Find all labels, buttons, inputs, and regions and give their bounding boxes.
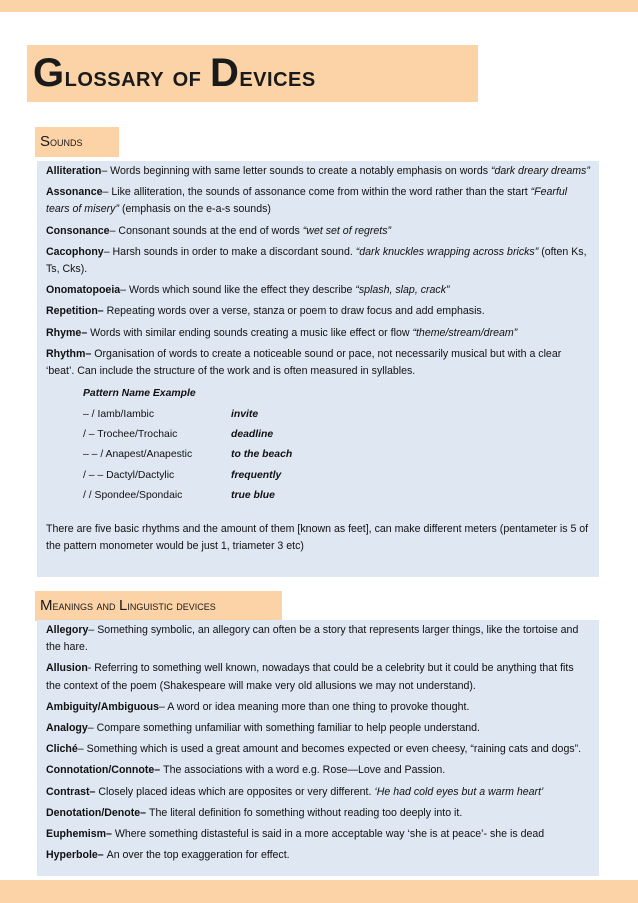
glossary-term: Rhythm– [46,347,95,360]
definition-text: Words with similar ending sounds creating a music like effect or flow [90,326,413,339]
example-quote: “dark knuckles wrapping across bricks” [355,245,539,258]
example-quote: “splash, slap, crack” [355,284,450,297]
glossary-entry [46,720,591,737]
glossary-term: Repetition– [46,305,107,318]
glossary-term: Hyperbole– [46,849,107,862]
glossary-entry [46,660,591,694]
glossary-entry [46,282,591,299]
page-title: Glossary of Devices [33,51,316,95]
definition-text: Something symbolic, an allegory can often be a story that represents larger things, like the tortoise and the hare. [46,624,579,654]
rhythm-example: true blue [231,490,275,502]
example-quote: “wet set of regrets” [302,224,392,237]
rhythm-pattern: – / Iamb/Iambic [83,408,155,420]
sounds-panel [37,161,599,577]
bottom-accent-bar [0,880,638,903]
rhythm-row [83,405,591,425]
rhythm-table-header: Pattern Name Example [83,388,196,400]
definition-text: Words beginning with same letter sounds to create a notably emphasis on words [110,165,491,177]
definition-text: Like alliteration, the sounds of assonance come from within the word rather than the start [111,186,531,199]
rhythm-example: invite [231,408,259,420]
meanings-panel [37,620,599,876]
definition-suffix: (often Ks, Ts, Cks). [46,245,587,276]
rhythm-row [83,425,591,445]
glossary-term: Rhyme– [46,326,91,339]
definition-text: Where something distasteful is said in a more acceptable way ‘she is at peace’- she is dead [114,828,545,841]
rhythm-pattern: / / Spondee/Spondaic [83,490,183,502]
glossary-term: Alliteration [46,165,102,177]
glossary-entry [46,184,591,218]
glossary-term: Contrast– [46,785,99,798]
term-separator: – [103,245,113,258]
rhythm-pattern: – – / Anapest/Anapestic [83,449,193,461]
rhythm-table-rows [83,405,591,507]
definition-text: Harsh sounds in order to make a discordant sound. [112,245,356,258]
glossary-entry [46,699,591,716]
glossary-entry [46,762,591,779]
glossary-entry [46,244,591,278]
term-separator: – [159,700,168,713]
glossary-entry [46,303,591,320]
glossary-term: Euphemism– [46,828,115,841]
definition-text: The associations with a word e.g. Rose—Love and Passion. [163,764,446,777]
definition-text: The literal definition fo something without reading too deeply into it. [149,806,463,819]
rhythm-example: deadline [231,429,274,441]
glossary-term: Cliché [46,743,78,756]
term-separator: – [109,224,119,237]
glossary-term: Onomatopoeia [46,284,121,297]
glossary-entry [46,847,591,864]
glossary-entry [46,346,591,380]
term-separator: – [88,624,98,636]
glossary-entry [46,805,591,822]
meanings-entry-list [46,622,591,864]
page-title-block [27,45,316,102]
definition-text: Organisation of words to create a noticeable sound or pace, not necessarily musical but with a clear ‘beat’. Can include the structure of the work and is often measured in syllables. [46,347,562,378]
rhythm-example: frequently [231,469,282,481]
glossary-term: Connotation/Connote– [46,764,164,777]
glossary-term: Assonance [46,186,103,199]
term-separator: – [102,186,112,199]
glossary-term: Analogy [46,722,88,735]
glossary-term: Cacophony [46,245,104,258]
top-accent-bar [0,0,638,12]
term-separator: – [120,284,130,297]
definition-text: Compare something unfamiliar with something familiar to help people understand. [96,722,480,735]
rhythm-row [83,445,591,465]
definition-text: Referring to something well known, nowadays that could be a celebrity but it could be anything that fits the context of the poem (Shakespeare will make very old allusions we may not understand). [46,662,574,692]
definition-text: Closely placed ideas which are opposites or very different. [98,785,375,798]
section-heading-sounds: Sounds [35,127,119,157]
example-quote: ‘He had cold eyes but a warm heart’ [374,785,544,798]
definition-text: Something which is used a great amount and becomes expected or even cheesy, “raining cats and dogs”. [86,743,582,756]
glossary-term: Allegory [46,624,89,636]
section-heading-meanings: Meanings and Linguistic devices [35,591,282,621]
definition-text: An over the top exaggeration for effect. [106,849,290,862]
term-separator: – [87,722,97,735]
glossary-term: Consonance [46,224,110,237]
definition-text: Repeating words over a verse, stanza or poem to draw focus and add emphasis. [106,305,485,318]
glossary-entry [46,223,591,240]
term-separator: – [77,743,87,756]
example-quote: “theme/stream/dream” [412,326,518,339]
rhythm-pattern: / – – Dactyl/Dactylic [83,469,175,481]
rhythm-row [83,466,591,486]
rhythm-table [83,384,591,506]
glossary-term: Denotation/Denote– [46,806,149,819]
rhythm-pattern: / – Trochee/Trochaic [83,429,178,441]
glossary-entry [46,163,591,180]
glossary-entry [46,826,591,843]
definition-suffix: (emphasis on the e-a-s sounds) [119,203,271,216]
glossary-entry [46,622,591,656]
glossary-term: Ambiguity/Ambiguous [46,700,159,713]
definition-text: Consonant sounds at the end of words [118,224,303,237]
glossary-entry [46,325,591,342]
definition-text: Words which sound like the effect they describe [129,284,356,297]
rhythm-row [83,486,591,506]
example-quote: “dark dreary dreams” [490,165,590,177]
example-quote: “Fearful tears of misery” [46,186,568,216]
term-separator: - [87,662,95,675]
glossary-entry [46,741,591,758]
term-separator: – [101,165,111,177]
glossary-term: Allusion [46,662,88,675]
rhythm-example: to the beach [231,449,293,461]
definition-text: A word or idea meaning more than one thing to provoke thought. [167,700,470,713]
glossary-entry [46,784,591,801]
sounds-entry-list [46,163,591,380]
rhythm-footnote: There are five basic rhythms and the amount of them [known as feet], can make different meters (pentameter is 5 of the pattern monometer would be just 1, triameter 3 etc) [46,522,589,552]
